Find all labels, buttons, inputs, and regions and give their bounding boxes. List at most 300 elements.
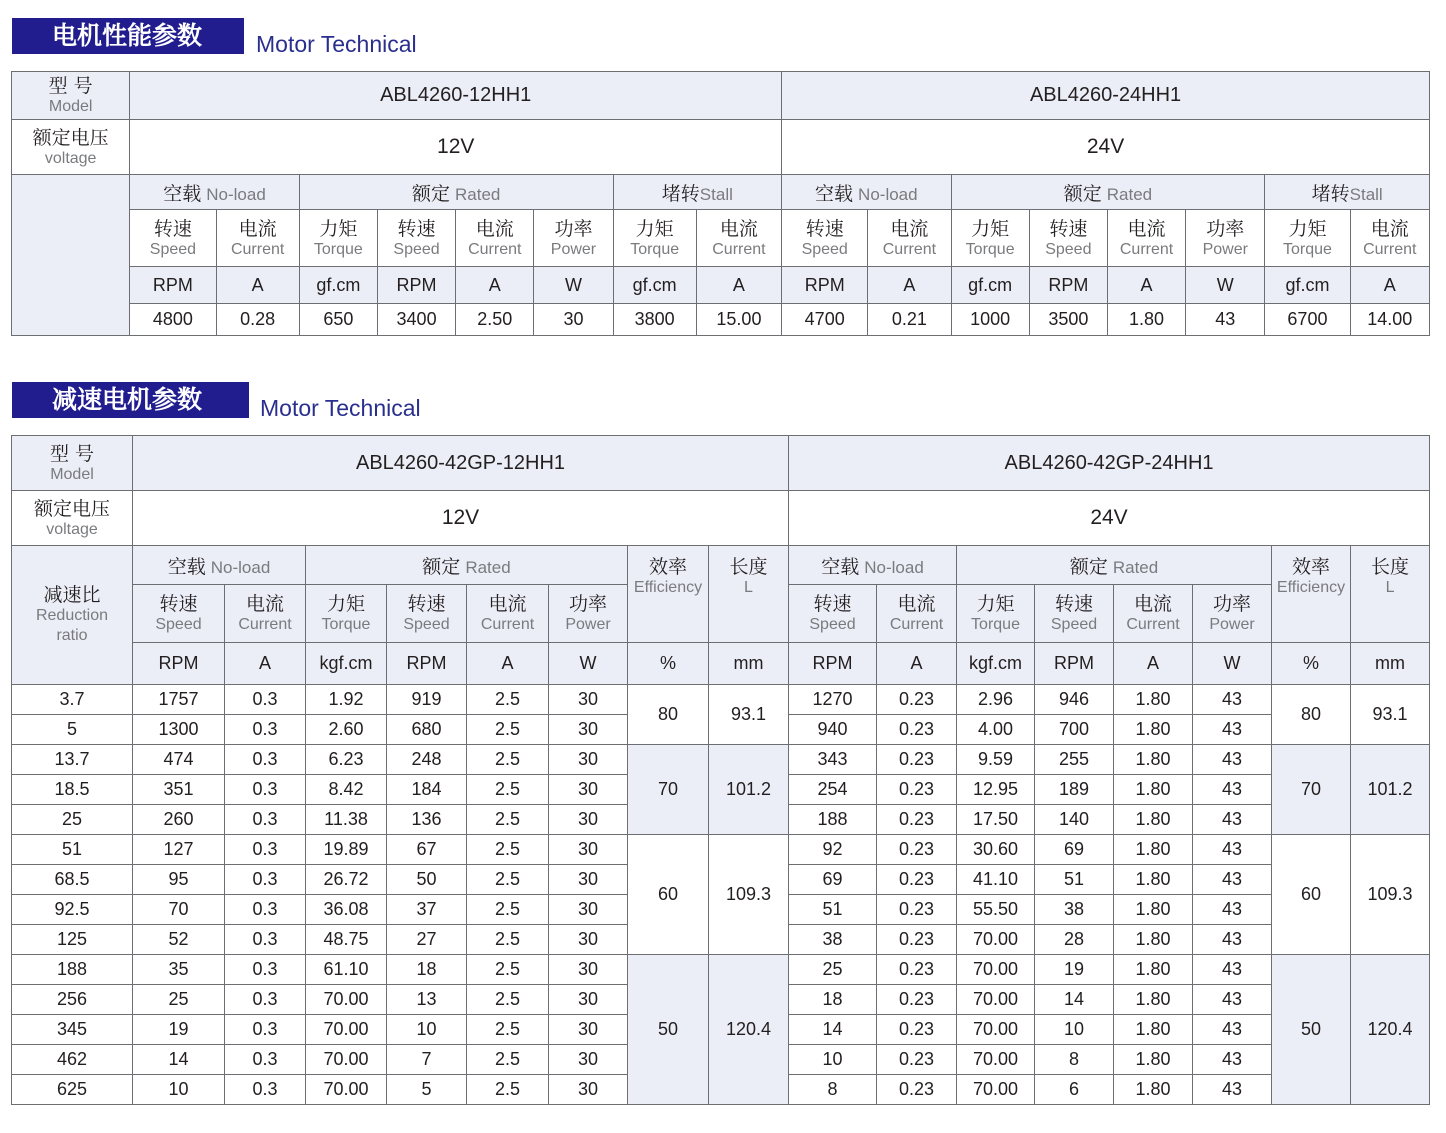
value-cell: 30 xyxy=(549,685,628,715)
value-cell: 43 xyxy=(1193,1015,1272,1045)
value-cell: 30 xyxy=(549,1015,628,1045)
ratio-cell: 625 xyxy=(12,1075,133,1105)
value-cell: 95 xyxy=(133,865,225,895)
unit-cell: mm xyxy=(709,643,789,685)
value-cell: 70.00 xyxy=(957,1075,1035,1105)
value-cell: 0.3 xyxy=(225,805,306,835)
value-cell: 30 xyxy=(549,775,628,805)
group-noload: 空载 No-load xyxy=(782,175,951,210)
value-cell: 10 xyxy=(387,1015,467,1045)
col-header-en: Current xyxy=(230,240,285,258)
table-row xyxy=(12,955,1430,985)
value-cell: 30 xyxy=(549,1075,628,1105)
unit-cell: RPM xyxy=(130,267,216,304)
value-cell: 1300 xyxy=(133,715,225,745)
value-cell: 0.23 xyxy=(877,925,957,955)
col-header-en: Current xyxy=(712,240,766,258)
value-cell: 0.3 xyxy=(225,955,306,985)
voltage-12v: 12V xyxy=(130,120,782,175)
value-cell: 70.00 xyxy=(306,1015,387,1045)
value-cell: 43 xyxy=(1193,985,1272,1015)
value-cell: 51 xyxy=(1035,865,1114,895)
value-cell: 30 xyxy=(549,985,628,1015)
col-header-en: Current xyxy=(1119,240,1174,258)
value-cell: 43 xyxy=(1193,775,1272,805)
value-cell: 0.3 xyxy=(225,685,306,715)
voltage-12v: 12V xyxy=(133,491,789,546)
efficiency-cell: 50 xyxy=(1272,955,1351,1105)
unit-cell: A xyxy=(216,267,299,304)
group-noload: 空载 No-load xyxy=(133,546,306,585)
value-cell: 0.3 xyxy=(225,715,306,745)
value-cell: 69 xyxy=(1035,835,1114,865)
length-cell: 93.1 xyxy=(1351,685,1430,745)
col-header-cn: 电流 xyxy=(238,217,277,240)
value-cell: 3800 xyxy=(613,304,696,336)
value-cell: 127 xyxy=(133,835,225,865)
value-cell: 67 xyxy=(387,835,467,865)
voltage-24v: 24V xyxy=(782,120,1430,175)
value-cell: 7 xyxy=(387,1045,467,1075)
ratio-cell: 92.5 xyxy=(12,895,133,925)
col-header-cn: 转速 xyxy=(407,593,446,615)
value-cell: 8 xyxy=(789,1075,877,1105)
group-noload: 空载 No-load xyxy=(130,175,299,210)
col-header-en: Power xyxy=(1202,240,1248,258)
unit-cell: RPM xyxy=(387,643,467,685)
unit-cell: mm xyxy=(1351,643,1430,685)
value-cell: 70.00 xyxy=(306,1045,387,1075)
col-header-en: Current xyxy=(882,240,937,258)
group-stall: 堵转Stall xyxy=(613,175,782,210)
col-header xyxy=(1107,210,1185,267)
col-header xyxy=(1350,210,1429,267)
value-cell: 14.00 xyxy=(1350,304,1429,336)
value-cell: 30 xyxy=(549,1045,628,1075)
value-cell: 260 xyxy=(133,805,225,835)
value-cell: 1.80 xyxy=(1114,835,1193,865)
value-cell: 0.23 xyxy=(877,1015,957,1045)
value-cell: 19.89 xyxy=(306,835,387,865)
col-header xyxy=(456,210,534,267)
value-cell: 9.59 xyxy=(957,745,1035,775)
value-cell: 2.5 xyxy=(467,835,549,865)
value-cell: 0.23 xyxy=(877,805,957,835)
value-cell: 43 xyxy=(1193,835,1272,865)
value-cell: 1270 xyxy=(789,685,877,715)
value-cell: 1000 xyxy=(951,304,1029,336)
col-header-cn: 电流 xyxy=(475,217,514,240)
value-cell: 0.3 xyxy=(225,865,306,895)
col-header-en: Power xyxy=(550,240,597,258)
value-cell: 12.95 xyxy=(957,775,1035,805)
col-header-en: Current xyxy=(889,616,944,633)
col-header-cn: 功率 xyxy=(1206,217,1245,240)
value-cell: 55.50 xyxy=(957,895,1035,925)
value-cell: 51 xyxy=(789,895,877,925)
value-cell: 248 xyxy=(387,745,467,775)
value-cell: 1.80 xyxy=(1114,895,1193,925)
model-12v: ABL4260-42GP-12HH1 xyxy=(133,436,789,491)
value-cell: 25 xyxy=(133,985,225,1015)
value-cell: 70.00 xyxy=(957,1015,1035,1045)
value-cell: 70.00 xyxy=(306,1075,387,1105)
value-cell: 940 xyxy=(789,715,877,745)
model-label: 型 号 Model xyxy=(12,436,133,491)
section1-subtitle: Motor Technical xyxy=(256,31,417,57)
value-cell: 0.3 xyxy=(225,925,306,955)
col-header xyxy=(877,585,957,643)
reduction-ratio-label: 减速比 Reduction ratio xyxy=(12,546,133,685)
unit-cell: RPM xyxy=(1029,267,1107,304)
value-cell: 30 xyxy=(534,304,613,336)
col-header xyxy=(782,210,868,267)
value-cell: 0.3 xyxy=(225,1045,306,1075)
section2-title: 减速电机参数 xyxy=(12,382,249,418)
value-cell: 70.00 xyxy=(957,985,1035,1015)
value-cell: 50 xyxy=(387,865,467,895)
col-header-cn: 力矩 xyxy=(319,217,358,240)
ratio-cell: 3.7 xyxy=(12,685,133,715)
col-header-en: Torque xyxy=(965,240,1015,258)
group-rated: 额定 Rated xyxy=(951,175,1265,210)
length-header: 长度 L xyxy=(709,546,789,643)
value-cell: 140 xyxy=(1035,805,1114,835)
value-cell: 2.50 xyxy=(456,304,534,336)
unit-cell: RPM xyxy=(1035,643,1114,685)
efficiency-cell: 70 xyxy=(1272,745,1351,835)
unit-cell: % xyxy=(1272,643,1351,685)
section1-title: 电机性能参数 xyxy=(12,18,244,54)
col-header-en: Speed xyxy=(801,240,848,258)
col-header xyxy=(789,585,877,643)
value-cell: 1.80 xyxy=(1114,985,1193,1015)
col-header-cn: 力矩 xyxy=(326,593,365,615)
col-header-en: Power xyxy=(1209,616,1255,633)
value-cell: 0.23 xyxy=(877,745,957,775)
length-cell: 101.2 xyxy=(709,745,789,835)
col-header xyxy=(216,210,299,267)
col-header xyxy=(299,210,377,267)
length-cell: 120.4 xyxy=(709,955,789,1105)
value-cell: 10 xyxy=(789,1045,877,1075)
value-cell: 255 xyxy=(1035,745,1114,775)
value-cell: 70.00 xyxy=(957,955,1035,985)
value-cell: 13 xyxy=(387,985,467,1015)
value-cell: 2.5 xyxy=(467,685,549,715)
value-cell: 43 xyxy=(1193,895,1272,925)
value-cell: 30 xyxy=(549,835,628,865)
col-header xyxy=(133,585,225,643)
value-cell: 2.5 xyxy=(467,775,549,805)
col-header xyxy=(957,585,1035,643)
value-cell: 946 xyxy=(1035,685,1114,715)
value-cell: 38 xyxy=(1035,895,1114,925)
value-cell: 30 xyxy=(549,865,628,895)
value-cell: 28 xyxy=(1035,925,1114,955)
col-header-cn: 电流 xyxy=(488,593,527,615)
value-cell: 0.3 xyxy=(225,1075,306,1105)
value-cell: 8 xyxy=(1035,1045,1114,1075)
voltage-label: 额定电压 voltage xyxy=(12,120,130,175)
value-cell: 6.23 xyxy=(306,745,387,775)
col-header-cn: 电流 xyxy=(1134,593,1173,615)
ratio-cell: 51 xyxy=(12,835,133,865)
value-cell: 1.92 xyxy=(306,685,387,715)
group-rated: 额定 Rated xyxy=(306,546,628,585)
unit-cell: A xyxy=(868,267,951,304)
col-header xyxy=(377,210,455,267)
col-header xyxy=(1265,210,1350,267)
unit-cell: A xyxy=(225,643,306,685)
value-cell: 1.80 xyxy=(1107,304,1185,336)
value-cell: 1.80 xyxy=(1114,715,1193,745)
unit-cell: gf.cm xyxy=(951,267,1029,304)
unit-cell: A xyxy=(467,643,549,685)
unit-cell: gf.cm xyxy=(1265,267,1350,304)
value-cell: 70.00 xyxy=(957,1045,1035,1075)
length-cell: 109.3 xyxy=(709,835,789,955)
value-cell: 43 xyxy=(1193,1075,1272,1105)
group-stall: 堵转Stall xyxy=(1265,175,1430,210)
value-cell: 0.23 xyxy=(877,835,957,865)
value-cell: 14 xyxy=(133,1045,225,1075)
value-cell: 30 xyxy=(549,745,628,775)
value-cell: 2.5 xyxy=(467,1015,549,1045)
col-header-en: Speed xyxy=(403,616,450,633)
unit-cell: kgf.cm xyxy=(306,643,387,685)
ratio-cell: 18.5 xyxy=(12,775,133,805)
value-cell: 11.38 xyxy=(306,805,387,835)
col-header xyxy=(1035,585,1114,643)
efficiency-cell: 80 xyxy=(628,685,709,745)
unit-cell: A xyxy=(696,267,781,304)
value-cell: 2.5 xyxy=(467,955,549,985)
value-cell: 0.3 xyxy=(225,835,306,865)
unit-cell: W xyxy=(1193,643,1272,685)
value-cell: 10 xyxy=(133,1075,225,1105)
value-cell: 30.60 xyxy=(957,835,1035,865)
value-cell: 14 xyxy=(789,1015,877,1045)
col-header-cn: 转速 xyxy=(805,217,844,240)
spec-label-blank xyxy=(12,175,130,336)
col-header-en: Torque xyxy=(971,616,1020,633)
col-header xyxy=(613,210,696,267)
col-header-en: Speed xyxy=(149,240,197,258)
value-cell: 26.72 xyxy=(306,865,387,895)
col-header-cn: 功率 xyxy=(554,217,593,240)
value-cell: 43 xyxy=(1193,955,1272,985)
group-noload: 空载 No-load xyxy=(789,546,957,585)
efficiency-cell: 70 xyxy=(628,745,709,835)
value-cell: 2.5 xyxy=(467,895,549,925)
efficiency-header: 效率 Efficiency xyxy=(1272,546,1351,643)
length-header: 长度 L xyxy=(1351,546,1430,643)
unit-cell: kgf.cm xyxy=(957,643,1035,685)
value-cell: 0.3 xyxy=(225,985,306,1015)
length-cell: 101.2 xyxy=(1351,745,1430,835)
value-cell: 43 xyxy=(1193,685,1272,715)
group-rated: 额定 Rated xyxy=(299,175,613,210)
value-cell: 0.23 xyxy=(877,985,957,1015)
value-cell: 92 xyxy=(789,835,877,865)
col-header-cn: 转速 xyxy=(813,593,852,615)
unit-cell: RPM xyxy=(377,267,455,304)
col-header-en: Current xyxy=(238,616,292,633)
voltage-24v: 24V xyxy=(789,491,1430,546)
value-cell: 474 xyxy=(133,745,225,775)
value-cell: 43 xyxy=(1193,1045,1272,1075)
value-cell: 1.80 xyxy=(1114,1045,1193,1075)
col-header xyxy=(1186,210,1265,267)
value-cell: 43 xyxy=(1193,805,1272,835)
col-header-cn: 电流 xyxy=(245,593,284,615)
unit-cell: A xyxy=(1350,267,1429,304)
unit-cell: % xyxy=(628,643,709,685)
unit-cell: A xyxy=(456,267,534,304)
value-cell: 6700 xyxy=(1265,304,1350,336)
unit-cell: RPM xyxy=(789,643,877,685)
col-header xyxy=(225,585,306,643)
col-header-en: Torque xyxy=(1282,240,1332,258)
value-cell: 136 xyxy=(387,805,467,835)
value-cell: 188 xyxy=(789,805,877,835)
col-header-cn: 力矩 xyxy=(1288,217,1327,240)
value-cell: 18 xyxy=(789,985,877,1015)
col-header xyxy=(387,585,467,643)
efficiency-cell: 80 xyxy=(1272,685,1351,745)
ratio-cell: 68.5 xyxy=(12,865,133,895)
value-cell: 2.96 xyxy=(957,685,1035,715)
col-header-cn: 电流 xyxy=(1127,217,1166,240)
value-cell: 30 xyxy=(549,715,628,745)
col-header-en: Torque xyxy=(313,240,363,258)
col-header-en: Current xyxy=(1363,240,1417,258)
length-cell: 93.1 xyxy=(709,685,789,745)
value-cell: 61.10 xyxy=(306,955,387,985)
col-header xyxy=(1193,585,1272,643)
value-cell: 1.80 xyxy=(1114,1075,1193,1105)
col-header xyxy=(467,585,549,643)
length-cell: 120.4 xyxy=(1351,955,1430,1105)
value-cell: 14 xyxy=(1035,985,1114,1015)
unit-cell: gf.cm xyxy=(613,267,696,304)
value-cell: 70 xyxy=(133,895,225,925)
model-24v: ABL4260-24HH1 xyxy=(782,72,1430,120)
value-cell: 43 xyxy=(1193,925,1272,955)
value-cell: 35 xyxy=(133,955,225,985)
value-cell: 5 xyxy=(387,1075,467,1105)
ratio-cell: 5 xyxy=(12,715,133,745)
unit-cell: RPM xyxy=(782,267,868,304)
value-cell: 52 xyxy=(133,925,225,955)
col-header-en: Speed xyxy=(393,240,440,258)
ratio-cell: 256 xyxy=(12,985,133,1015)
ratio-cell: 25 xyxy=(12,805,133,835)
unit-cell: A xyxy=(877,643,957,685)
value-cell: 2.5 xyxy=(467,745,549,775)
ratio-cell: 345 xyxy=(12,1015,133,1045)
value-cell: 69 xyxy=(789,865,877,895)
col-header-cn: 转速 xyxy=(1055,593,1094,615)
col-header-en: Power xyxy=(565,616,611,633)
value-cell: 43 xyxy=(1193,745,1272,775)
col-header xyxy=(306,585,387,643)
value-cell: 48.75 xyxy=(306,925,387,955)
col-header-cn: 电流 xyxy=(1370,217,1409,240)
value-cell: 10 xyxy=(1035,1015,1114,1045)
value-cell: 1.80 xyxy=(1114,925,1193,955)
value-cell: 37 xyxy=(387,895,467,925)
value-cell: 4700 xyxy=(782,304,868,336)
value-cell: 1.80 xyxy=(1114,745,1193,775)
col-header-en: Current xyxy=(480,616,535,633)
value-cell: 0.3 xyxy=(225,1015,306,1045)
model-24v: ABL4260-42GP-24HH1 xyxy=(789,436,1430,491)
col-header-cn: 电流 xyxy=(897,593,936,615)
col-header-cn: 转速 xyxy=(397,217,436,240)
value-cell: 184 xyxy=(387,775,467,805)
value-cell: 0.23 xyxy=(877,715,957,745)
value-cell: 680 xyxy=(387,715,467,745)
value-cell: 70.00 xyxy=(957,925,1035,955)
value-cell: 38 xyxy=(789,925,877,955)
value-cell: 18 xyxy=(387,955,467,985)
col-header-cn: 力矩 xyxy=(976,593,1015,615)
unit-cell: W xyxy=(549,643,628,685)
value-cell: 30 xyxy=(549,895,628,925)
value-cell: 0.23 xyxy=(877,1075,957,1105)
value-cell: 919 xyxy=(387,685,467,715)
table-row xyxy=(12,835,1430,865)
model-12v: ABL4260-12HH1 xyxy=(130,72,782,120)
efficiency-cell: 60 xyxy=(628,835,709,955)
col-header xyxy=(1029,210,1107,267)
col-header-cn: 转速 xyxy=(1049,217,1088,240)
table-row xyxy=(12,685,1430,715)
col-header xyxy=(868,210,951,267)
value-cell: 43 xyxy=(1186,304,1265,336)
value-cell: 343 xyxy=(789,745,877,775)
gear-motor-spec-table xyxy=(11,435,1430,1105)
value-cell: 1.80 xyxy=(1114,1015,1193,1045)
value-cell: 17.50 xyxy=(957,805,1035,835)
ratio-cell: 13.7 xyxy=(12,745,133,775)
value-cell: 3400 xyxy=(377,304,455,336)
value-cell: 43 xyxy=(1193,865,1272,895)
unit-cell: gf.cm xyxy=(299,267,377,304)
value-cell: 0.23 xyxy=(877,775,957,805)
value-cell: 36.08 xyxy=(306,895,387,925)
value-cell: 2.5 xyxy=(467,1045,549,1075)
efficiency-cell: 60 xyxy=(1272,835,1351,955)
unit-cell: W xyxy=(1186,267,1265,304)
value-cell: 1.80 xyxy=(1114,775,1193,805)
value-cell: 43 xyxy=(1193,715,1272,745)
unit-cell: W xyxy=(534,267,613,304)
value-cell: 2.5 xyxy=(467,925,549,955)
col-header xyxy=(130,210,216,267)
col-header-en: Current xyxy=(468,240,522,258)
value-cell: 4800 xyxy=(130,304,216,336)
value-cell: 2.5 xyxy=(467,805,549,835)
col-header-cn: 力矩 xyxy=(635,217,674,240)
efficiency-header: 效率 Efficiency xyxy=(628,546,709,643)
value-cell: 8.42 xyxy=(306,775,387,805)
value-cell: 1.80 xyxy=(1114,805,1193,835)
value-cell: 27 xyxy=(387,925,467,955)
unit-cell: A xyxy=(1107,267,1185,304)
